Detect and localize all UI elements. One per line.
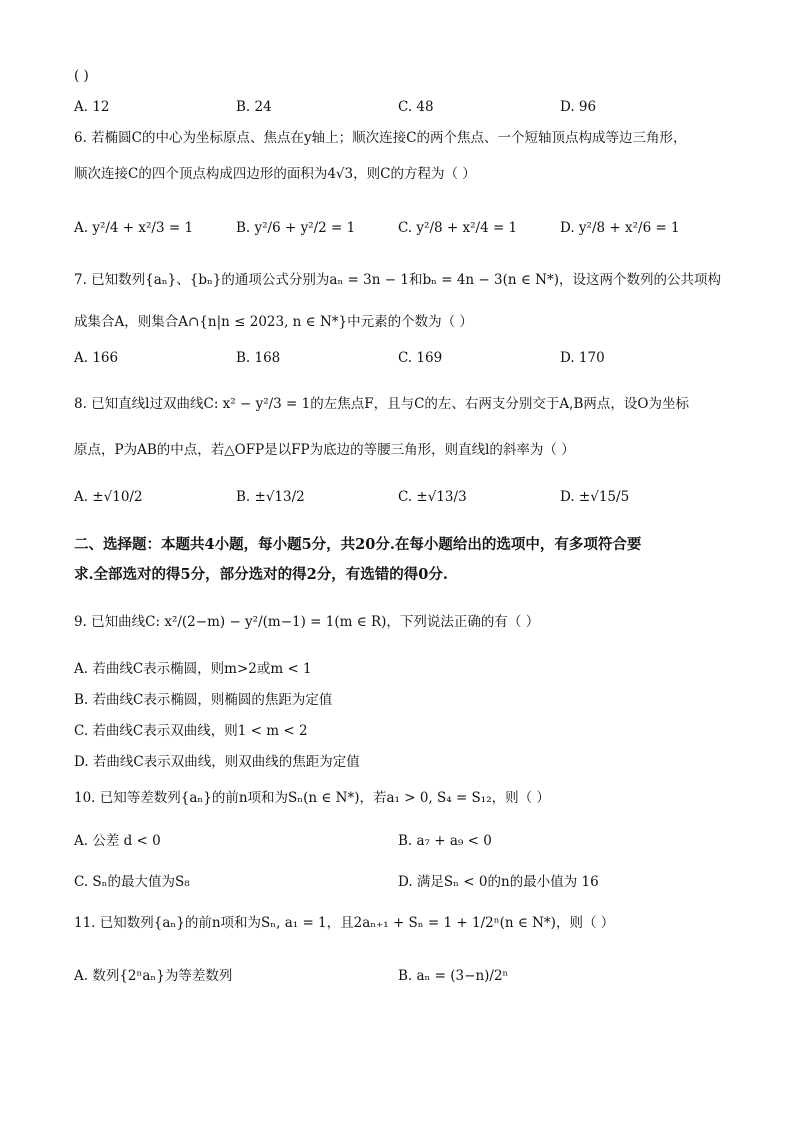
q5-paren: ( ) bbox=[74, 68, 89, 84]
q10-option-d: D. 满足Sₙ < 0的n的最小值为 16 bbox=[398, 874, 599, 890]
q6-line-1: 6. 若椭圆C的中心为坐标原点、焦点在y轴上；顺次连接C的两个焦点、一个短轴顶点构成等边三角形， bbox=[74, 130, 687, 146]
q8-line-2: 原点，P为AB的中点，若△OFP是以FP为底边的等腰三角形，则直线l的斜率为（ ） bbox=[74, 442, 575, 458]
q9-option-a: A. 若曲线C表示椭圆，则m>2或m < 1 bbox=[74, 661, 312, 677]
q8-line-1: 8. 已知直线l过双曲线C: x² − y²/3 = 1的左焦点F，且与C的左、右两支分别交于A,B两点，设O为坐标 bbox=[74, 396, 689, 412]
q11-option-b: B. aₙ = (3−n)/2ⁿ bbox=[398, 968, 509, 984]
q7-option-a: A. 166 bbox=[74, 350, 119, 366]
q5-option-b: B. 24 bbox=[236, 99, 272, 115]
q6-option-a: A. y²/4 + x²/3 = 1 bbox=[74, 220, 194, 236]
q10-option-c: C. Sₙ的最大值为S₈ bbox=[74, 874, 190, 890]
q7-option-d: D. 170 bbox=[560, 350, 605, 366]
section-2-heading-line-1: 二、选择题：本题共4小题，每小题5分，共20分.在每小题给出的选项中，有多项符合要 bbox=[74, 536, 642, 553]
q7-line-1: 7. 已知数列{aₙ}、{bₙ}的通项公式分别为aₙ = 3n − 1和bₙ = 4n − 3(n ∈ N*)，设这两个数列的公共项构 bbox=[74, 272, 721, 288]
q8-option-d: D. ±√15/5 bbox=[560, 489, 630, 505]
q6-option-d: D. y²/8 + x²/6 = 1 bbox=[560, 220, 680, 236]
q5-option-c: C. 48 bbox=[398, 99, 434, 115]
q8-option-c: C. ±√13/3 bbox=[398, 489, 467, 505]
q8-option-b: B. ±√13/2 bbox=[236, 489, 305, 505]
q7-option-b: B. 168 bbox=[236, 350, 281, 366]
q9-option-b: B. 若曲线C表示椭圆，则椭圆的焦距为定值 bbox=[74, 692, 333, 708]
q11-option-a: A. 数列{2ⁿaₙ}为等差数列 bbox=[74, 968, 233, 984]
q9-option-d: D. 若曲线C表示双曲线，则双曲线的焦距为定值 bbox=[74, 754, 360, 770]
section-2-heading-line-2: 求.全部选对的得5分，部分选对的得2分，有选错的得0分. bbox=[74, 566, 448, 583]
q10-option-b: B. a₇ + a₉ < 0 bbox=[398, 833, 492, 849]
q6-line-2: 顺次连接C的四个顶点构成四边形的面积为4√3，则C的方程为（ ） bbox=[74, 166, 476, 182]
q6-option-c: C. y²/8 + x²/4 = 1 bbox=[398, 220, 518, 236]
q10-option-a: A. 公差 d < 0 bbox=[74, 833, 161, 849]
q11-stem: 11. 已知数列{aₙ}的前n项和为Sₙ, a₁ = 1，且2aₙ₊₁ + Sₙ = 1 + 1/2ⁿ(n ∈ N*)，则（ ） bbox=[74, 915, 615, 931]
q10-stem: 10. 已知等差数列{aₙ}的前n项和为Sₙ(n ∈ N*)，若a₁ > 0, S₄ = S₁₂，则（ ） bbox=[74, 790, 550, 806]
q7-option-c: C. 169 bbox=[398, 350, 443, 366]
q9-stem: 9. 已知曲线C: x²/(2−m) − y²/(m−1) = 1(m ∈ R)，下列说法正确的有（ ） bbox=[74, 614, 540, 630]
q5-option-a: A. 12 bbox=[74, 99, 110, 115]
q9-option-c: C. 若曲线C表示双曲线，则1 < m < 2 bbox=[74, 723, 308, 739]
q7-line-2: 成集合A，则集合A∩{n|n ≤ 2023, n ∈ N*}中元素的个数为（ ） bbox=[74, 314, 473, 330]
q8-option-a: A. ±√10/2 bbox=[74, 489, 143, 505]
q6-option-b: B. y²/6 + y²/2 = 1 bbox=[236, 220, 356, 236]
q5-option-d: D. 96 bbox=[560, 99, 597, 115]
